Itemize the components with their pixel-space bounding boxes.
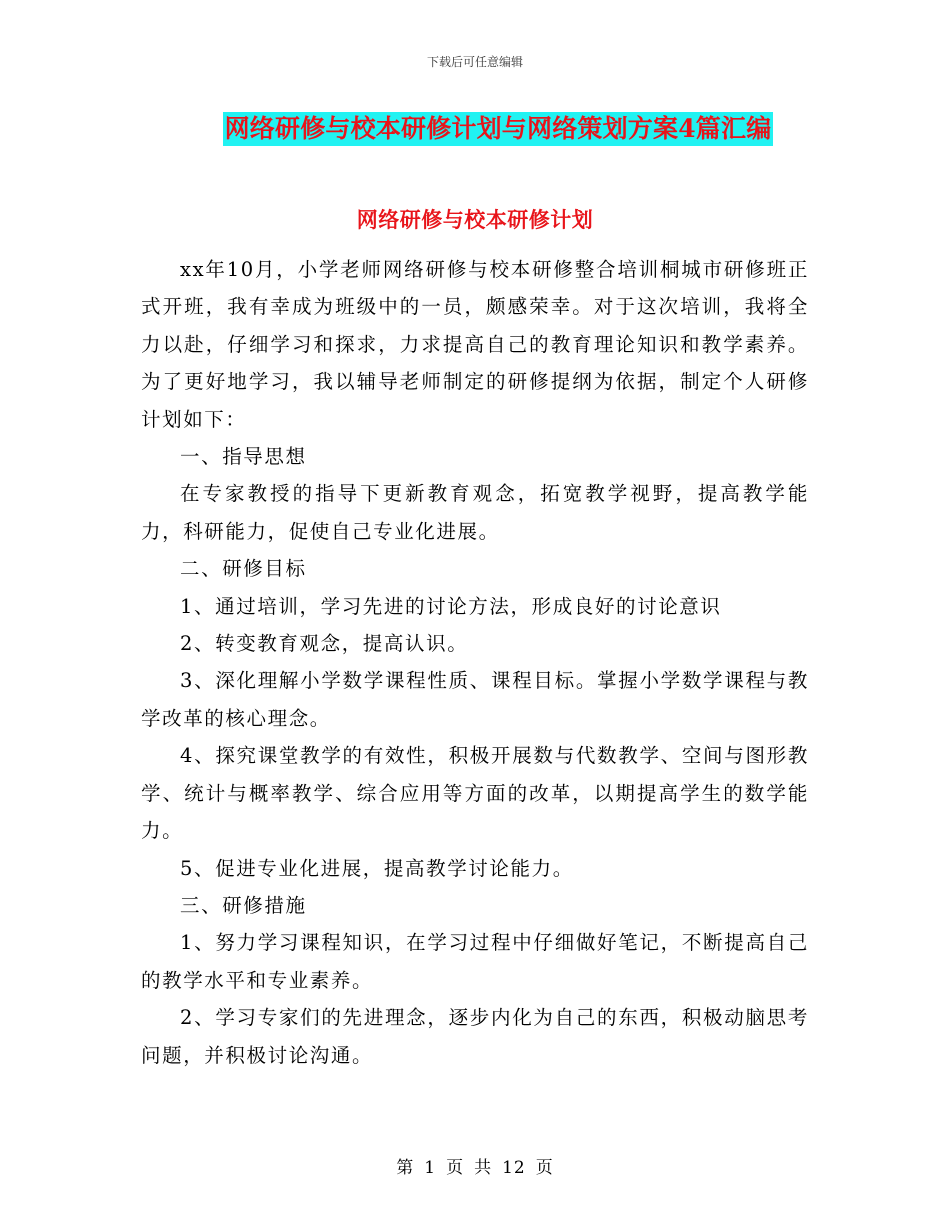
heading-study-measures: 三、研修措施: [180, 893, 307, 917]
list-item: 4、探究课堂教学的有效性，积极开展数与代数教学、空间与图形教学、统计与概率教学、综合应用等方面的改革，以期提高学生的数学能力。: [141, 744, 809, 843]
list-item: 2、学习专家们的先进理念，逐步内化为自己的东西，积极动脑思考问题，并积极讨论沟通。: [141, 1006, 809, 1067]
heading-guiding-ideology: 一、指导思想: [180, 445, 307, 469]
total-pages-number: 12: [502, 1158, 526, 1178]
list-item: 5、促进专业化进展，提高教学讨论能力。: [180, 856, 574, 880]
page-footer: [0, 1153, 950, 1178]
list-item: 3、深化理解小学数学课程性质、课程目标。掌握小学数学课程与教学改革的核心理念。: [141, 669, 809, 730]
footer-label-total: 共: [474, 1158, 493, 1178]
heading-study-goals: 二、研修目标: [180, 557, 307, 581]
paragraph: xx年10月，小学老师网络研修与校本研修整合培训桐城市研修班正式开班，我有幸成为班级中的一员，颇感荣幸。对于这次培训，我将全力以赴，仔细学习和探求，力求提高自己的教育理论知识和教学素养。为了更好地学习，我以辅导老师制定的研修提纲为依据，制定个人研修计划如下：: [141, 258, 809, 431]
list-item: 1、努力学习课程知识，在学习过程中仔细做好笔记，不断提高自己的教学水平和专业素养。: [141, 931, 809, 992]
footer-label-page: 第: [396, 1158, 415, 1178]
document-body: [141, 251, 809, 1074]
document-title: 网络研修与校本研修计划与网络策划方案4篇汇编: [223, 112, 774, 146]
list-item: 2、转变教育观念，提高认识。: [180, 632, 469, 656]
footer-label-total-unit: 页: [535, 1158, 554, 1178]
paragraph: 在专家教授的指导下更新教育观念，拓宽教学视野，提高教学能力，科研能力，促使自己专业化进展。: [141, 482, 809, 543]
document-title-container: [0, 112, 950, 146]
current-page-number: 1: [424, 1158, 437, 1178]
list-item: 1、通过培训，学习先进的讨论方法，形成良好的讨论意识: [180, 594, 722, 618]
section-title: 网络研修与校本研修计划: [356, 207, 594, 232]
header-note: 下载后可任意编辑: [426, 55, 523, 69]
footer-label-page-unit: 页: [446, 1158, 465, 1178]
